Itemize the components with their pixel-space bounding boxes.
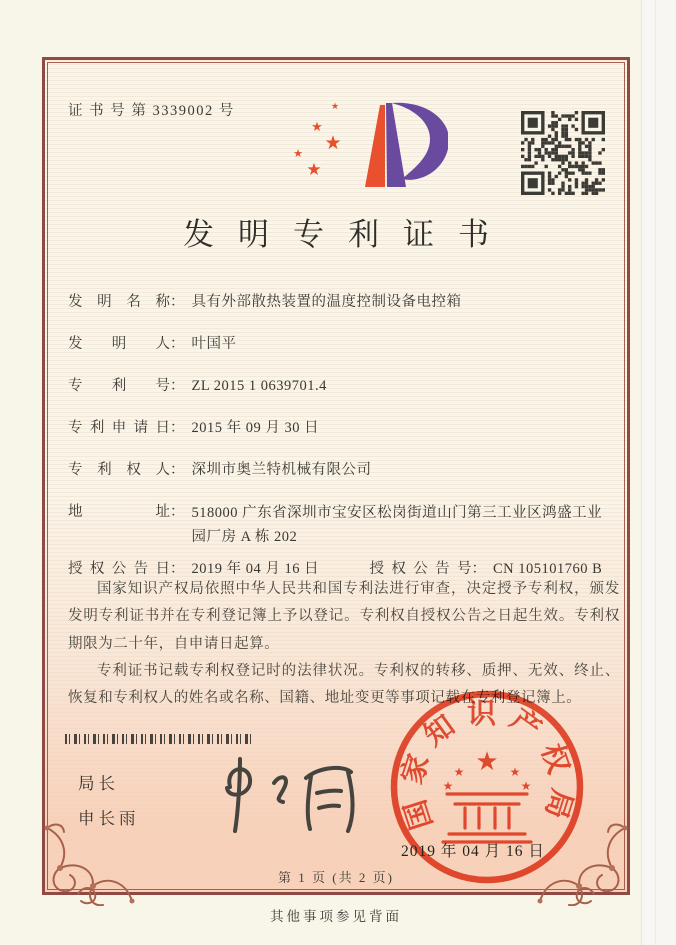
seal-ring-text: 国家知识产权局 (396, 697, 578, 834)
field-row-patent-number (68, 375, 620, 397)
handwritten-signature-icon (198, 751, 368, 846)
svg-text:★: ★ (453, 765, 465, 779)
logo-stars (293, 101, 341, 179)
field-value: 2015 年 09 月 30 日 (191, 420, 320, 436)
svg-text:★: ★ (475, 747, 499, 776)
field-label: 发明名称 (68, 294, 170, 310)
field-list (68, 291, 620, 600)
logo-purple-stem (386, 103, 406, 187)
certificate-number: 证 书 号 第 3339002 号 (68, 103, 235, 119)
svg-text:★: ★ (311, 119, 323, 134)
logo-orange-wedge (365, 105, 385, 187)
field-row-inventor (68, 333, 620, 355)
field-value: 叶国平 (191, 336, 237, 352)
signer-name: 申长雨 (78, 809, 140, 828)
field-label: 授权公告号 (369, 561, 472, 577)
field-label: 专利号 (68, 378, 170, 394)
field-label: 专利申请日 (68, 420, 170, 436)
certificate-title: 发明专利证书 (183, 217, 513, 252)
page-footer: 第 1 页 (共 2 页) (278, 870, 394, 885)
scan-edge (641, 0, 676, 945)
field-colon: ： (170, 378, 185, 394)
field-colon: ： (170, 504, 185, 520)
qr-code (521, 111, 605, 195)
barcode (65, 734, 255, 744)
field-label: 专利权人 (68, 462, 170, 478)
field-colon: ： (170, 420, 185, 436)
field-colon: ： (170, 336, 185, 352)
back-note: 其他事项参见背面 (270, 909, 402, 924)
body-paragraph-1: 国家知识产权局依照中华人民共和国专利法进行审查，决定授予专利权，颁发发明专利证书并在专利登记簿上予以登记。专利权自授权公告之日起生效。专利权期限为二十年，自申请日起算。 (68, 581, 620, 652)
svg-text:★: ★ (306, 160, 322, 179)
grant-number-value: CN 105101760 B (493, 561, 603, 577)
body-paragraph-2: 专利证书记载专利权登记时的法律状况。专利权的转移、质押、无效、终止、恢复和专利权人的姓名或名称、国籍、地址变更等事项记载在专利登记簿上。 (68, 662, 620, 706)
field-label: 授权公告日 (68, 561, 170, 577)
signer-block (78, 770, 140, 840)
field-colon: ： (170, 294, 185, 310)
field-value: 518000 广东省深圳市宝安区松岗街道山门第三工业区鸿盛工业园厂房 A 栋 202 (191, 505, 603, 545)
field-label: 发明人 (68, 336, 170, 352)
svg-text:★: ★ (293, 148, 303, 160)
svg-text:★: ★ (324, 133, 342, 154)
svg-text:★: ★ (509, 765, 521, 779)
field-row-invention-name (68, 291, 620, 313)
field-colon: ： (471, 561, 486, 577)
field-row-address (68, 501, 620, 549)
field-value: 具有外部散热装置的温度控制设备电控箱 (191, 294, 462, 310)
field-value: 深圳市奥兰特机械有限公司 (191, 462, 372, 478)
svg-text:★: ★ (520, 779, 532, 793)
seal-date: 2019 年 04 月 16 日 (401, 843, 545, 860)
signer-title: 局长 (78, 774, 119, 793)
field-value: ZL 2015 1 0639701.4 (191, 378, 327, 394)
field-colon: ： (170, 462, 185, 478)
field-row-filing-date (68, 417, 620, 439)
field-colon: ： (170, 561, 185, 577)
grant-date-value: 2019 年 04 月 16 日 (191, 561, 320, 577)
cnipa-logo-icon (288, 93, 448, 197)
field-row-patentee (68, 459, 620, 481)
national-emblem-icon (443, 747, 532, 793)
field-label: 地址 (68, 504, 170, 520)
svg-text:★: ★ (330, 101, 340, 111)
certificate-border (42, 57, 630, 895)
svg-text:★: ★ (442, 779, 454, 793)
